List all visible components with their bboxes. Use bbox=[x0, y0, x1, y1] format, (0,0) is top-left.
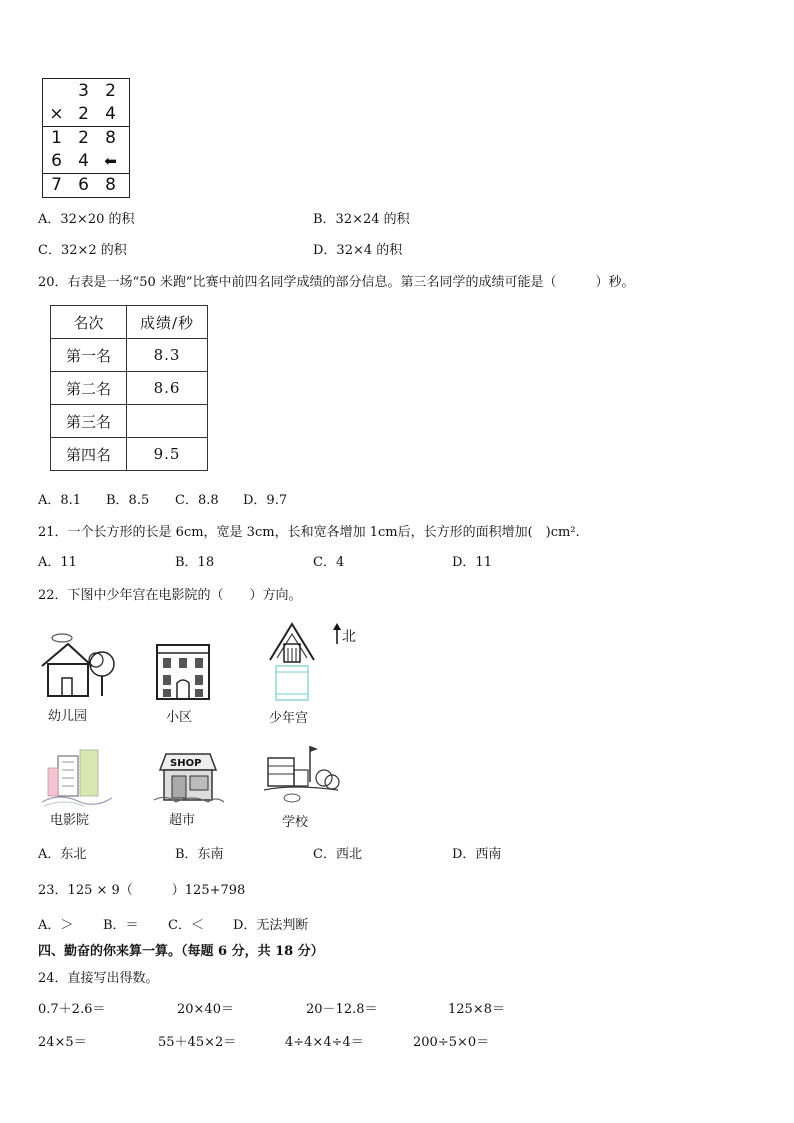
q20-stem: 20．右表是一场“50 米跑”比赛中前四名同学成绩的部分信息。第三名同学的成绩可能是（ ）秒。 bbox=[38, 275, 635, 290]
digit: 7 bbox=[51, 175, 62, 195]
label-supermarket: 超市 bbox=[169, 813, 196, 828]
digit: 8 bbox=[105, 128, 116, 148]
digit: 4 bbox=[78, 151, 89, 171]
calc-item: 20×40＝ bbox=[177, 1002, 234, 1017]
rank-cell: 第二名 bbox=[51, 372, 127, 405]
digit: 6 bbox=[51, 151, 62, 171]
residential-building-icon bbox=[153, 643, 213, 701]
q20-option-b[interactable]: B．8.5 bbox=[106, 493, 150, 508]
q19-option-b[interactable]: B．32×24 的积 bbox=[313, 212, 410, 227]
digit: 3 bbox=[78, 81, 89, 101]
digit: 8 bbox=[105, 175, 116, 195]
rank-cell: 第一名 bbox=[51, 339, 127, 372]
label-school: 学校 bbox=[282, 815, 309, 830]
score-cell bbox=[127, 405, 208, 438]
label-youth-palace: 少年宫 bbox=[269, 711, 309, 726]
q23-option-a[interactable]: A．＞ bbox=[38, 918, 74, 933]
supermarket-icon bbox=[152, 744, 224, 806]
q21-option-d[interactable]: D．11 bbox=[452, 555, 492, 570]
youth-palace-icon bbox=[266, 622, 318, 704]
q23-option-d[interactable]: D．无法判断 bbox=[233, 918, 309, 933]
score-table bbox=[50, 305, 208, 471]
calc-item: 200÷5×0＝ bbox=[413, 1035, 490, 1050]
left-arrow-icon: ⬅ bbox=[104, 152, 117, 170]
header-score: 成绩/秒 bbox=[127, 306, 208, 339]
digit: 2 bbox=[78, 104, 89, 124]
q22-option-d[interactable]: D．西南 bbox=[452, 847, 502, 862]
north-arrow-icon bbox=[332, 622, 342, 646]
label-cinema: 电影院 bbox=[50, 813, 90, 828]
q22-stem: 22．下图中少年宫在电影院的（ ）方向。 bbox=[38, 588, 302, 603]
q21-stem: 21．一个长方形的长是 6cm，宽是 3cm，长和宽各增加 1cm后，长方形的面积增加( )cm². bbox=[38, 525, 580, 540]
q19-option-a[interactable]: A．32×20 的积 bbox=[38, 212, 135, 227]
score-cell: 8.3 bbox=[127, 339, 208, 372]
digit bbox=[43, 80, 70, 102]
cinema-icon bbox=[40, 746, 114, 808]
digit: 6 bbox=[78, 175, 89, 195]
calc-item: 24×5＝ bbox=[38, 1035, 87, 1050]
kindergarten-icon bbox=[38, 630, 118, 702]
q21-option-b[interactable]: B．18 bbox=[175, 555, 215, 570]
section-title: 四、勤奋的你来算一算。（每题 6 分，共 18 分） bbox=[38, 944, 324, 959]
q20-option-a[interactable]: A．8.1 bbox=[38, 493, 82, 508]
calc-item: 55＋45×2＝ bbox=[158, 1035, 237, 1050]
rank-cell: 第四名 bbox=[51, 438, 127, 471]
q22-option-a[interactable]: A．东北 bbox=[38, 847, 87, 862]
digit: 2 bbox=[105, 81, 116, 101]
q20-option-d[interactable]: D．9.7 bbox=[243, 493, 288, 508]
q22-option-c[interactable]: C．西北 bbox=[313, 847, 362, 862]
school-icon bbox=[262, 742, 342, 806]
calc-item: 125×8＝ bbox=[448, 1002, 505, 1017]
label-residential: 小区 bbox=[166, 710, 193, 725]
q22-option-b[interactable]: B．东南 bbox=[175, 847, 224, 862]
header-rank: 名次 bbox=[51, 306, 127, 339]
q19-option-d[interactable]: D．32×4 的积 bbox=[313, 243, 403, 258]
q20-option-c[interactable]: C．8.8 bbox=[175, 493, 219, 508]
digit: 2 bbox=[78, 128, 89, 148]
q23-stem: 23．125 × 9（ ）125+798 bbox=[38, 883, 246, 898]
q21-option-c[interactable]: C．4 bbox=[313, 555, 345, 570]
calc-item: 4÷4×4÷4＝ bbox=[285, 1035, 364, 1050]
shop-sign: SHOP bbox=[170, 758, 202, 769]
calc-item: 0.7＋2.6＝ bbox=[38, 1002, 106, 1017]
q21-option-a[interactable]: A．11 bbox=[38, 555, 77, 570]
times-sign: × bbox=[49, 104, 64, 124]
calc-item: 20－12.8＝ bbox=[306, 1002, 378, 1017]
score-cell: 9.5 bbox=[127, 438, 208, 471]
vertical-multiplication bbox=[42, 78, 130, 198]
rank-cell: 第三名 bbox=[51, 405, 127, 438]
digit: 1 bbox=[51, 128, 62, 148]
q24-stem: 24．直接写出得数。 bbox=[38, 971, 159, 986]
north-label: 北 bbox=[342, 629, 356, 645]
digit: 4 bbox=[105, 104, 116, 124]
q23-option-c[interactable]: C．＜ bbox=[168, 918, 204, 933]
q23-option-b[interactable]: B．＝ bbox=[103, 918, 139, 933]
q19-option-c[interactable]: C．32×2 的积 bbox=[38, 243, 127, 258]
score-cell: 8.6 bbox=[127, 372, 208, 405]
label-kindergarten: 幼儿园 bbox=[48, 709, 88, 724]
